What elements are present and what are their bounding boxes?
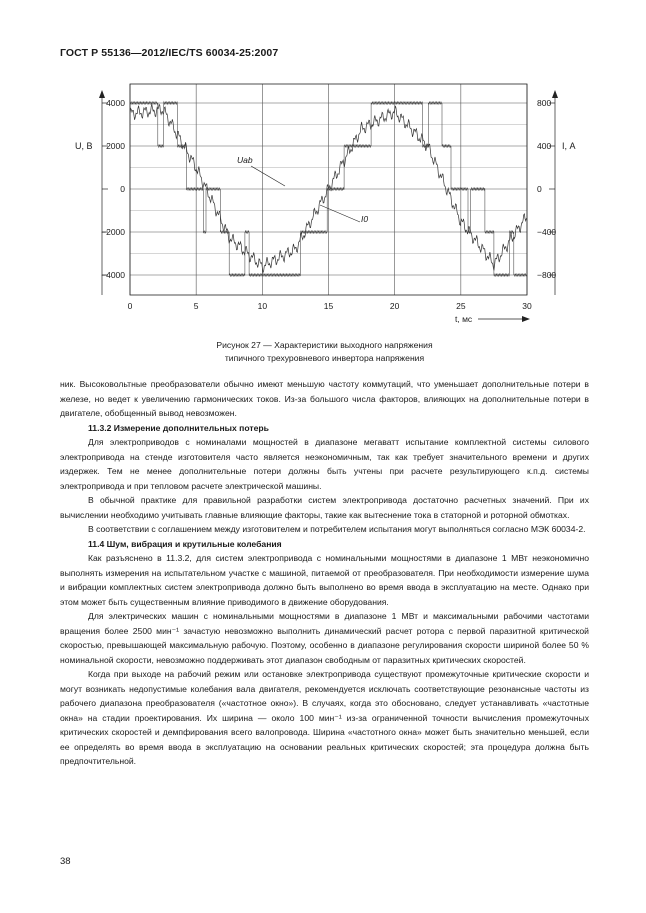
figure-caption-line1: Рисунок 27 — Характеристики выходного напряжения <box>216 340 433 350</box>
right-axis-arrow <box>552 90 558 98</box>
left-axis-label: U, В <box>75 141 93 151</box>
paragraph: В обычной практике для правильной разработки систем электропривода достаточно расчетных значений. При их вычислении необходимо учитывать главные влияющие факторы, такие как вытеснение тока в статорной и роторной обмотках. <box>60 495 589 520</box>
left-tick-label: 0 <box>120 184 125 194</box>
right-tick-label: 400 <box>537 141 552 151</box>
body-text <box>60 377 589 769</box>
x-tick-label: 25 <box>456 301 466 311</box>
right-tick-label: 800 <box>537 98 552 108</box>
left-axis-arrow <box>99 90 105 98</box>
x-tick-label: 5 <box>193 301 199 311</box>
uab-leader <box>251 166 285 186</box>
section-heading: 11.3.2 Измерение дополнительных потерь <box>88 422 269 433</box>
page-number: 38 <box>60 856 71 867</box>
paragraph: Когда при выходе на рабочий режим или остановке электропривода существуют промежуточные критические скорости и могут возникать недопустимые колебания вала двигателя, рекомендуется исключать соответствующие резонансные частоты из рабочего диапазона преобразователя («частотное окно»). В случаях, когда это обосновано, следует устанавливать «частотные окна» на стадии проектирования. Их ширина — около 100 мин⁻¹ из-за ограниченной точности вычисления промежуточных критических скоростей и демпфирования всего валопровода. Ширина «частотного окна» может быть значительно меньшей, если ее определять во время ввода в эксплуатацию на основании реальных критических скоростей; эта процедура должна быть предпочтительной. <box>60 669 589 766</box>
x-axis-label: t, мс <box>455 314 473 324</box>
paragraph: Как разъяснено в 11.3.2, для систем электропривода с номинальными мощностями в диапазоне 1 МВт неэкономично выполнять измерения на испытательном участке с машиной, питаемой от преобразователя. При необходимости измерение шума и вибрации комплектных систем электропривода должно быть выполнено во время ввода в эксплуатацию на месте. Однако при этом может быть существенным влияние приводимого в движение оборудования. <box>60 553 589 607</box>
right-tick-label: −800 <box>537 270 557 280</box>
x-tick-label: 10 <box>257 301 268 311</box>
i0-label: I0 <box>361 214 369 224</box>
x-tick-label: 30 <box>522 301 532 311</box>
left-tick-label: −4000 <box>101 270 125 280</box>
left-tick-label: 4000 <box>106 98 125 108</box>
paragraph: Для электроприводов с номиналами мощностей в диапазоне мегаватт испытание комплектной системы силового электропривода на стенде изготовителя часто является неэкономичным, так как требует значительного времени и других издержек. Тем не менее дополнительные потери должны быть учтены при расчете результирующего к.п.д. системы электропривода и при тепловом расчете электрической машины. <box>60 437 589 491</box>
section-heading: 11.4 Шум, вибрация и крутильные колебания <box>88 538 282 549</box>
document-header: ГОСТ Р 55136—2012/IEC/TS 60034-25:2007 <box>60 47 279 59</box>
right-tick-label: 0 <box>537 184 542 194</box>
figure-caption-line2: типичного трехуровневого инвертора напряжения <box>224 353 425 363</box>
x-tick-label: 15 <box>323 301 334 311</box>
x-tick-label: 20 <box>389 301 400 311</box>
right-axis-label: I, А <box>562 141 576 151</box>
paragraph: Для электрических машин с номинальными мощностями в диапазоне 1 МВт и максимальными рабочими частотами вращения более 2500 мин⁻¹ зачастую невозможно выполнить динамический расчет ротора с первой паразитной критической скоростью, превышающей максимальную рабочую. Поэтому, особенно в диапазоне регулирования скорости шириной более 50 % номинальной скорости, невозможно поддерживать этот диапазон свободным от паразитных критических скоростей. <box>60 611 589 665</box>
right-tick-label: −400 <box>537 227 557 237</box>
paragraph: ник. Высоковольтные преобразователи обычно имеют меньшую частоту коммутаций, что уменьшает дополнительные потери в железе, но ведет к увеличению гармонических токов. Из-за большого числа факторов, влияющих на дополнительные потери в двигателе, обобщенный вывод невозможен. <box>60 379 589 418</box>
chart-labels <box>75 98 576 324</box>
left-tick-label: 2000 <box>106 141 125 151</box>
waveform-figure <box>0 0 646 335</box>
paragraph: В соответствии с соглашением между изготовителем и потребителем испытания могут выполняться согласно МЭК 60034-2. <box>88 524 586 534</box>
i0-leader <box>320 205 360 222</box>
x-axis-arrow <box>522 316 530 322</box>
left-tick-label: −2000 <box>101 227 125 237</box>
x-tick-label: 0 <box>127 301 133 311</box>
figure-caption <box>60 339 589 365</box>
uab-label: Uab <box>237 155 253 165</box>
